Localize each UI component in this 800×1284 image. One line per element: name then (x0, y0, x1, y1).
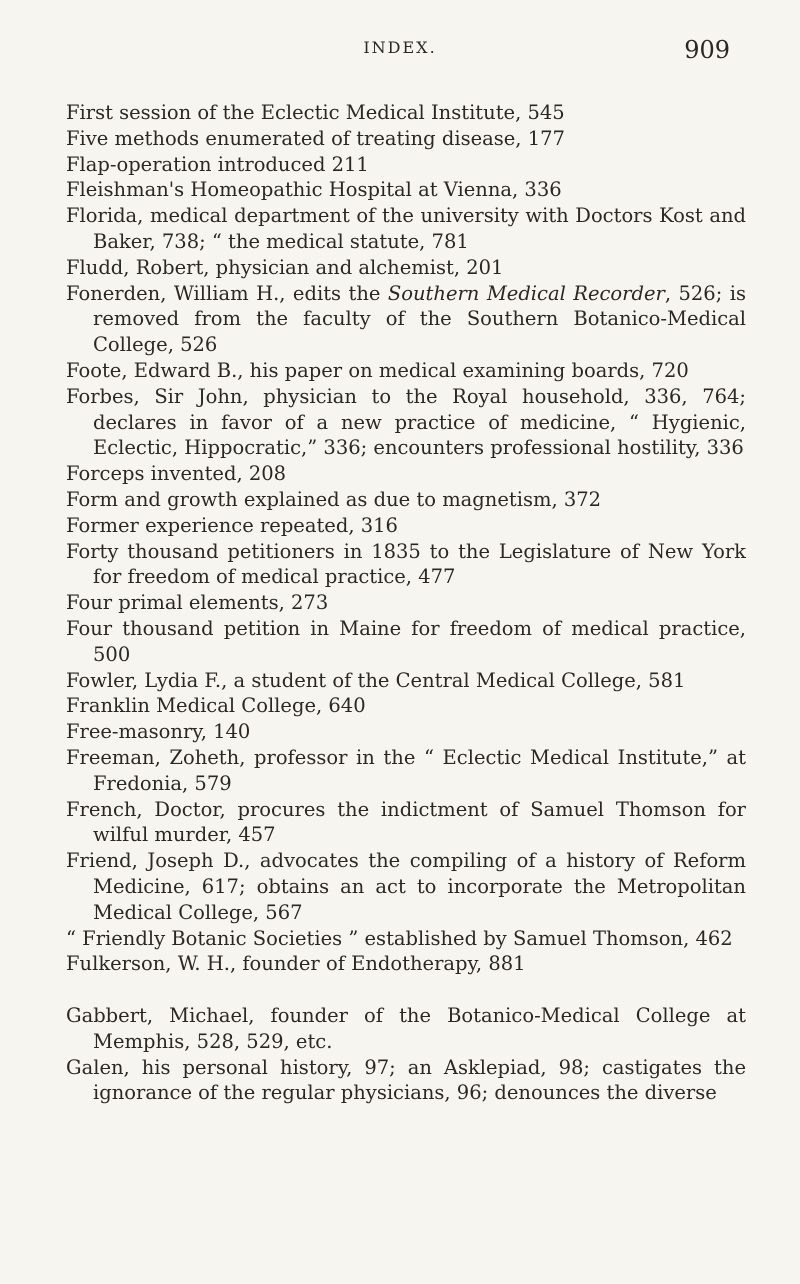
index-entry: Forceps invented, 208 (66, 462, 287, 486)
index-entry: Form and growth explained as due to magnetism, 372 (66, 487, 602, 511)
index-entry: Fowler, Lydia F., a student of the Central Medical College, 581 (66, 668, 686, 692)
index-entry: Forbes, Sir John, physician to the Royal household, 336, 764; declares in favor of a new practice of medicine, “ Hygienic, Eclectic, Hippocratic,” 336; encounters professional hostility, 336 (66, 384, 746, 460)
entry-text: Fonerden, William H., edits the (66, 281, 388, 305)
index-entry: Friend, Joseph D., advocates the compiling of a history of Reform Medicine, 617; obtains an act to incorporate the Metropolitan Medical College, 567 (66, 849, 746, 924)
index-entry: First session of the Eclectic Medical Institute, 545 (66, 101, 565, 124)
index-entry: Freeman, Zoheth, professor in the “ Eclectic Medical Institute,” at Fredonia, 579 (66, 745, 746, 795)
index-entry: Four primal elements, 273 (66, 591, 329, 615)
index-entry: Free-masonry, 140 (66, 720, 251, 744)
index-entry: Florida, medical department of the university with Doctors Kost and Baker, 738; “ the medical statute, 781 (66, 204, 746, 253)
journal-title: Southern Medical Recorder (387, 281, 665, 305)
running-title: INDEX. (363, 38, 437, 57)
index-entries (66, 100, 746, 1106)
letter-section-gap (66, 977, 746, 1003)
index-entry: Fludd, Robert, physician and alchemist, 201 (66, 255, 504, 279)
page-number: 909 (684, 36, 730, 64)
index-entry: Fulkerson, W. H., founder of Endotherapy, 881 (66, 952, 526, 976)
index-entry: Forty thousand petitioners in 1835 to the Legislature of New York for freedom of medical practice, 477 (66, 539, 746, 589)
index-entry: Four thousand petition in Maine for freedom of medical practice, 500 (66, 616, 746, 666)
index-entry: Fleishman's Homeopathic Hospital at Vienna, 336 (66, 178, 562, 202)
index-entry: Gabbert, Michael, founder of the Botanico-Medical College at Memphis, 528, 529, etc. (66, 1004, 746, 1053)
index-entry: Five methods enumerated of treating disease, 177 (66, 126, 565, 150)
index-entry: French, Doctor, procures the indictment of Samuel Thomson for wilful murder, 457 (66, 797, 746, 847)
index-entry: Galen, his personal history, 97; an Asklepiad, 98; castigates the ignorance of the regular physicians, 96; denounces the diverse (66, 1055, 746, 1105)
index-entry: Foote, Edward B., his paper on medical examining boards, 720 (66, 358, 689, 382)
index-entry: Former experience repeated, 316 (66, 513, 398, 537)
entry-text: , 526; is removed from the faculty of the Southern Botanico-Medical College, 526 (93, 281, 746, 357)
index-entry: Flap-operation introduced 211 (66, 152, 369, 176)
index-entry (66, 281, 746, 358)
index-entry: “ Friendly Botanic Societies ” established by Samuel Thomson, 462 (66, 926, 733, 950)
index-entry: Franklin Medical College, 640 (66, 694, 366, 718)
